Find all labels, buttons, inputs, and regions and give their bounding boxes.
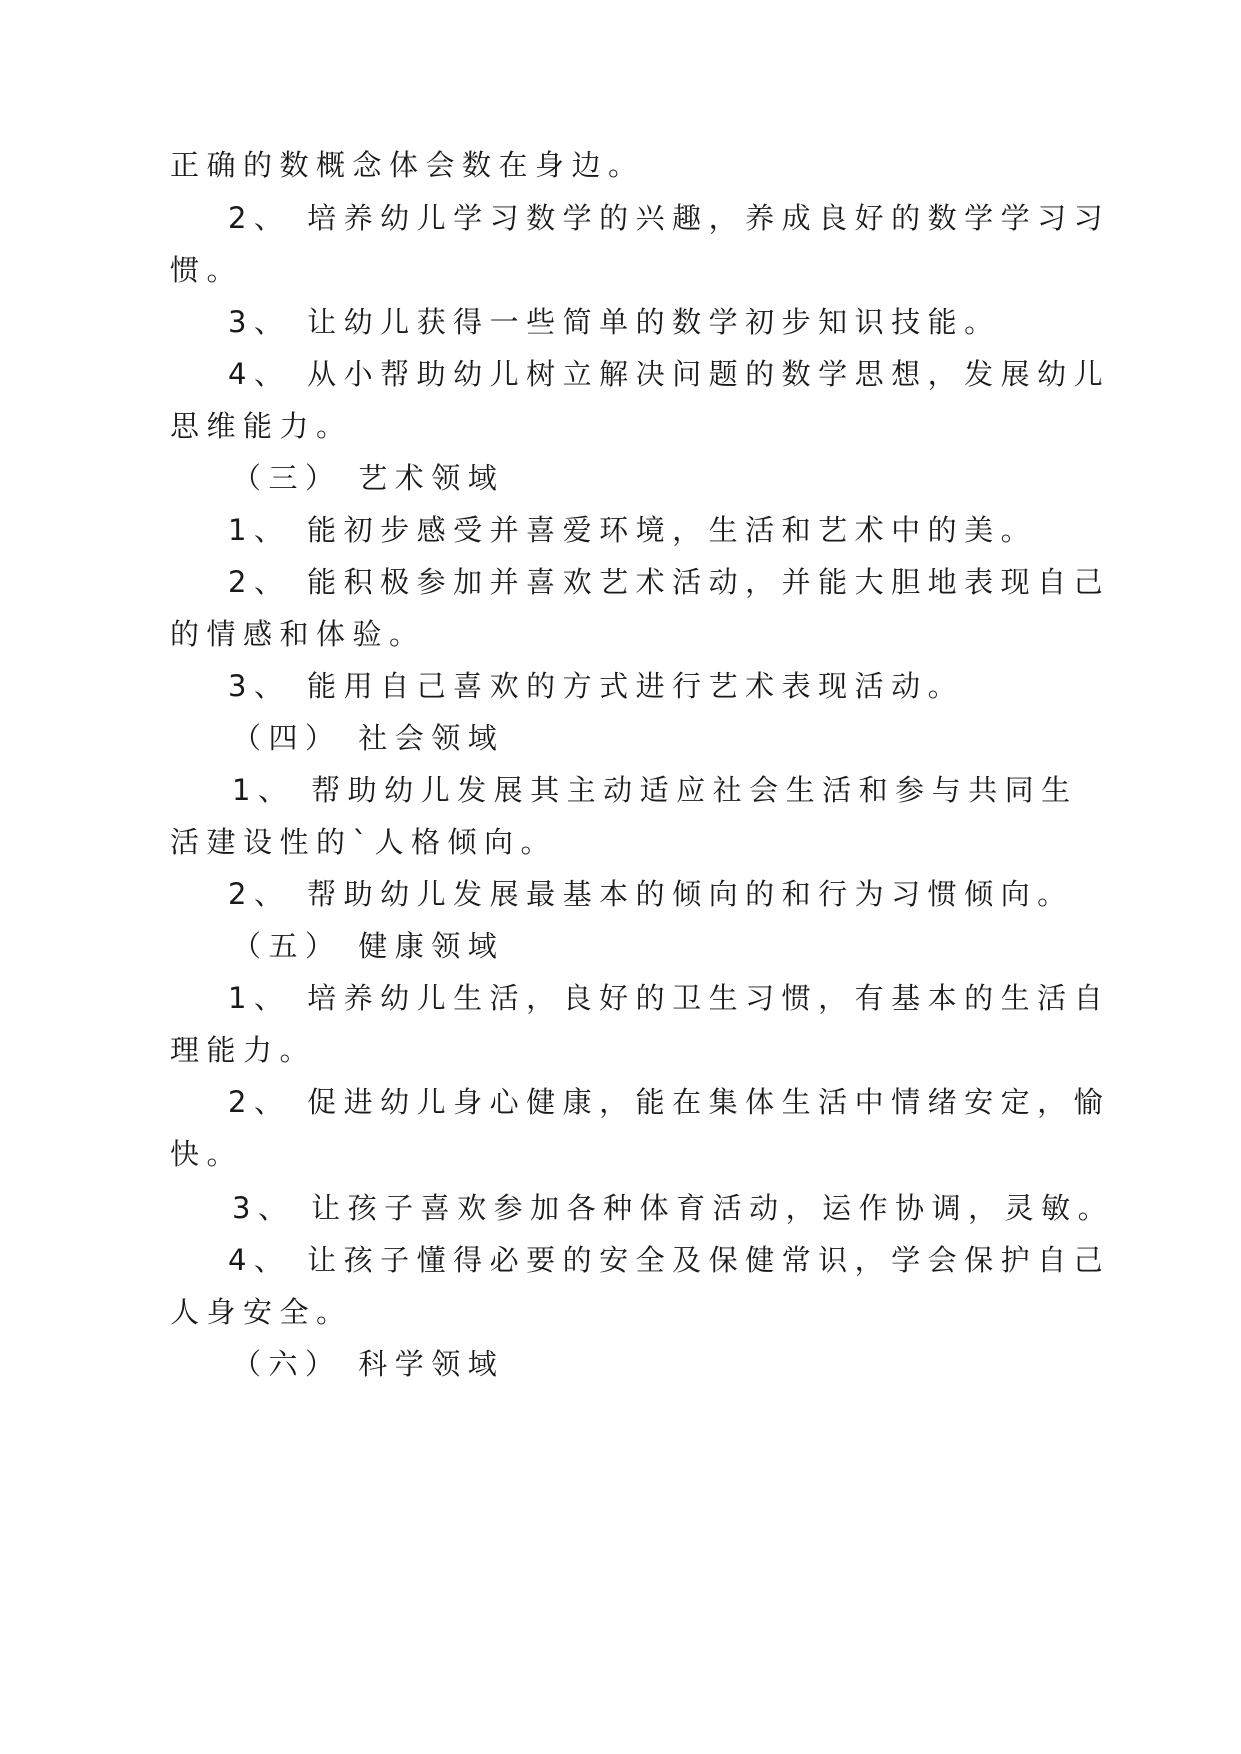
list-item-line: 2、 培养幼儿学习数学的兴趣，养成良好的数学学习习 bbox=[228, 201, 1111, 235]
section-heading: （四） 社会领域 bbox=[232, 721, 505, 755]
section-heading: （六） 科学领域 bbox=[232, 1347, 505, 1381]
paragraph-line: 人身安全。 bbox=[170, 1295, 353, 1329]
list-item-line: 1、 培养幼儿生活，良好的卫生习惯，有基本的生活自 bbox=[228, 981, 1111, 1015]
paragraph-line: 正确的数概念体会数在身边。 bbox=[170, 148, 645, 182]
list-item-line: 4、 让孩子懂得必要的安全及保健常识，学会保护自己 bbox=[228, 1243, 1111, 1277]
list-item-line: 3、 让幼儿获得一些简单的数学初步知识技能。 bbox=[228, 305, 1001, 339]
list-item-line: 4、 从小帮助幼儿树立解决问题的数学思想，发展幼儿 bbox=[228, 357, 1111, 391]
paragraph-line: 理能力。 bbox=[170, 1033, 317, 1067]
list-item-line: 1、 帮助幼儿发展其主动适应社会生活和参与共同生 bbox=[232, 773, 1078, 807]
section-heading: （三） 艺术领域 bbox=[232, 461, 505, 495]
list-item-line: 2、 能积极参加并喜欢艺术活动，并能大胆地表现自己 bbox=[228, 565, 1111, 599]
list-item-line: 3、 让孩子喜欢参加各种体育活动，运作协调，灵敏。 bbox=[232, 1191, 1115, 1225]
list-item-line: 3、 能用自己喜欢的方式进行艺术表现活动。 bbox=[228, 669, 965, 703]
list-item-line: 2、 帮助幼儿发展最基本的倾向的和行为习惯倾向。 bbox=[228, 877, 1074, 911]
paragraph-line: 惯。 bbox=[170, 253, 244, 287]
paragraph-line: 活建设性的`人格倾向。 bbox=[170, 825, 558, 859]
paragraph-line: 的情感和体验。 bbox=[170, 617, 426, 651]
paragraph-line: 快。 bbox=[170, 1137, 244, 1171]
paragraph-line: 思维能力。 bbox=[170, 409, 353, 443]
list-item-line: 1、 能初步感受并喜爱环境，生活和艺术中的美。 bbox=[228, 513, 1038, 547]
list-item-line: 2、 促进幼儿身心健康，能在集体生活中情绪安定，愉 bbox=[228, 1085, 1111, 1119]
section-heading: （五） 健康领域 bbox=[232, 929, 505, 963]
